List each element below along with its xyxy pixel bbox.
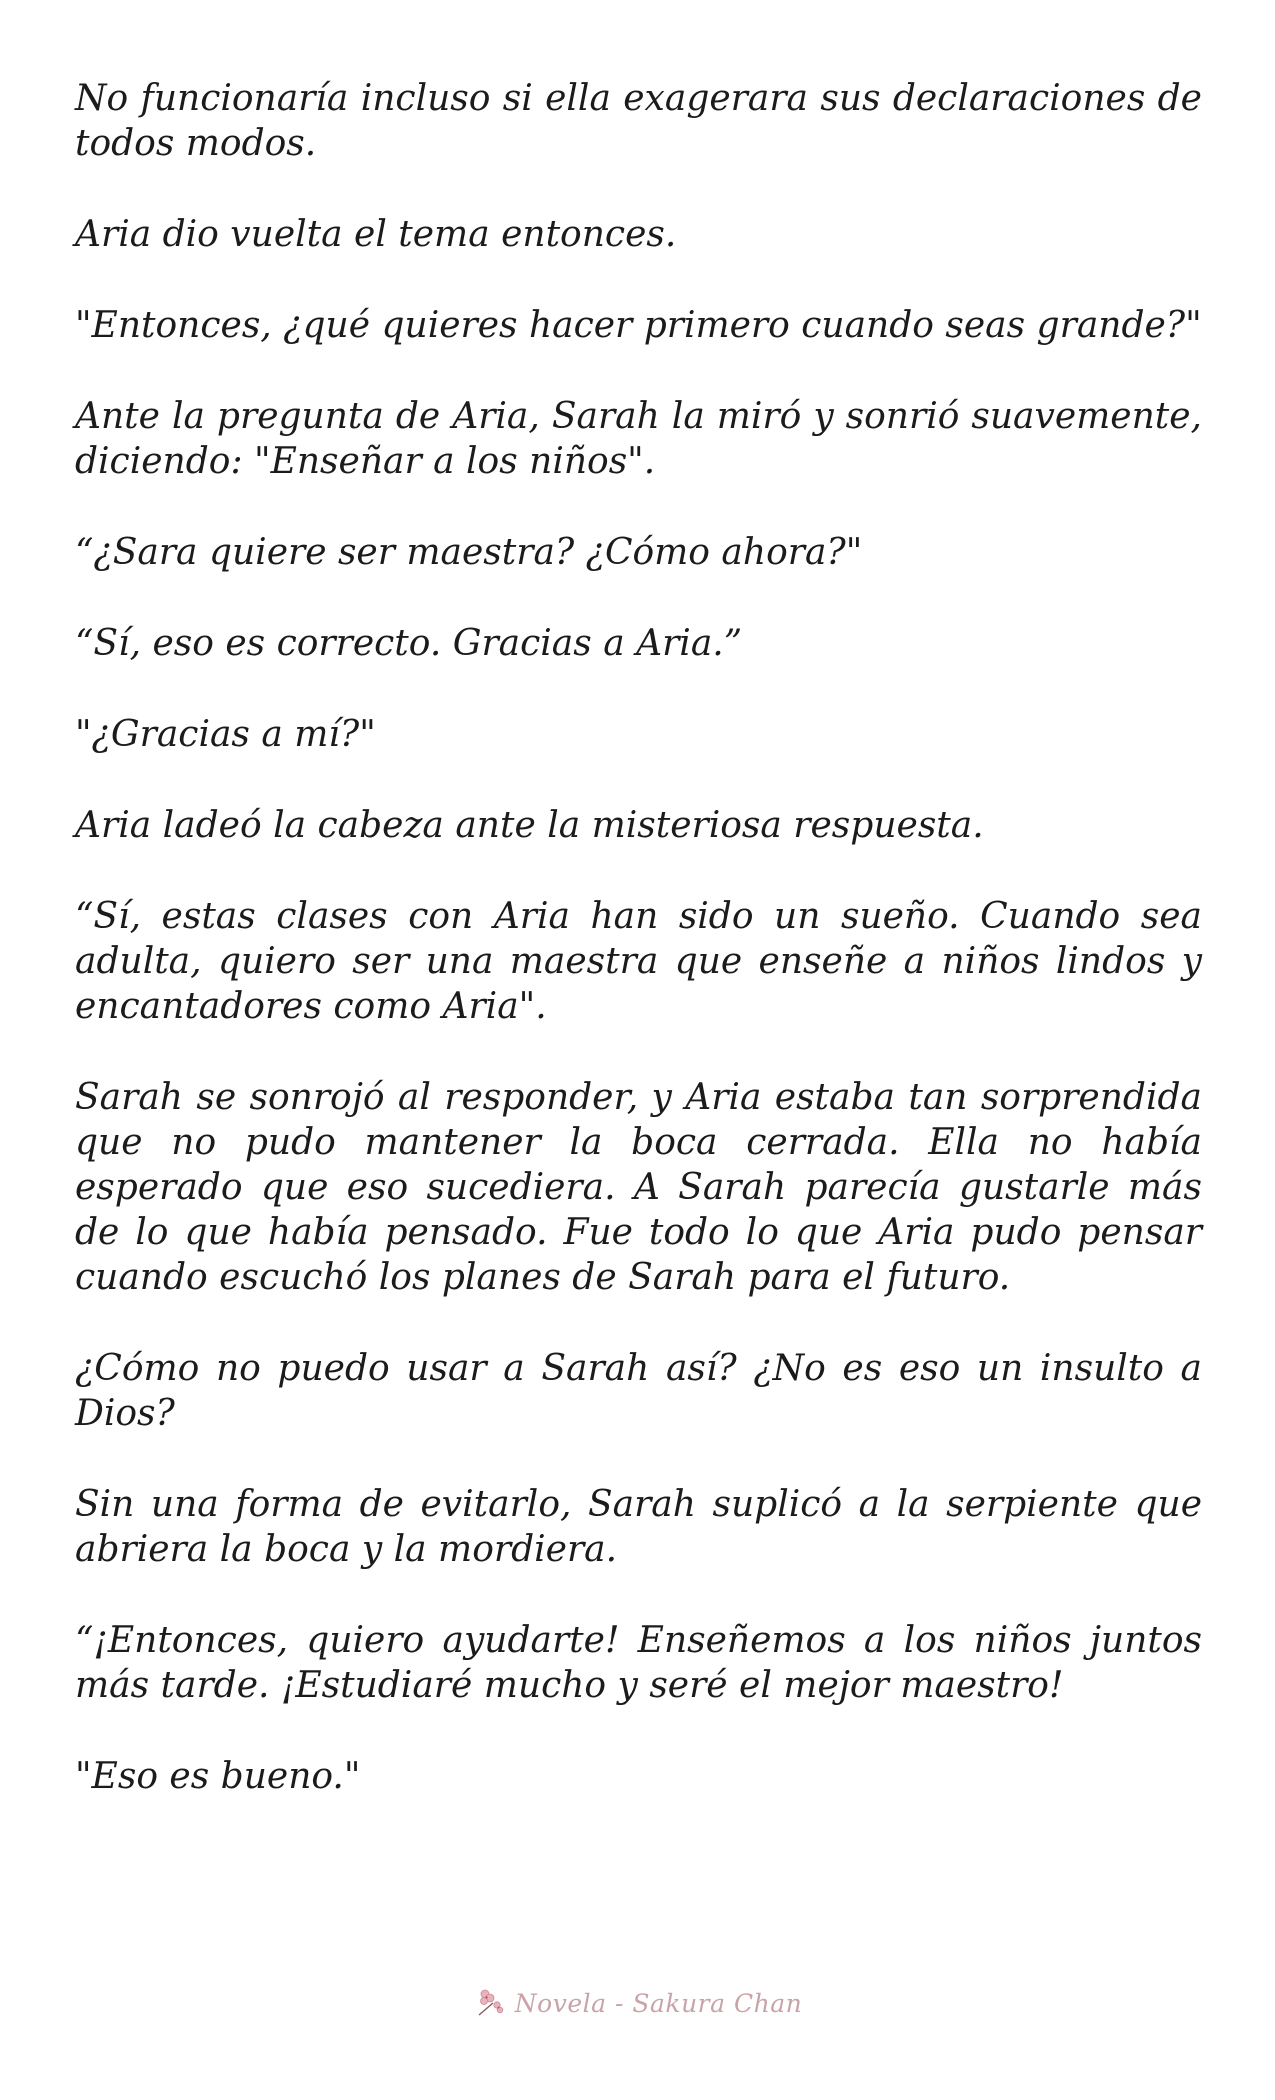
paragraph-1: No funcionaría incluso si ella exagerara sus declaraciones de todos modos. (75, 78, 1202, 164)
paragraph-11: ¿Cómo no puedo usar a Sarah así? ¿No es eso un insulto a Dios? (75, 1348, 1202, 1434)
watermark-text: Novela - Sakura Chan (514, 1988, 803, 2018)
paragraph-10: Sarah se sonrojó al responder, y Aria estaba tan sorprendida que no pudo mantener la boca cerrada. Ella no había esperado que eso sucediera. A Sarah parecía gustarle más de lo que había pensado. Fue todo lo que Aria pudo pensar cuando escuchó los planes de Sarah para el futuro. (75, 1077, 1202, 1298)
paragraph-6: “Sí, eso es correcto. Gracias a Aria.” (75, 623, 743, 664)
paragraph-3: "Entonces, ¿qué quieres hacer primero cuando seas grande?" (75, 305, 1202, 346)
paragraph-5: “¿Sara quiere ser maestra? ¿Cómo ahora?" (75, 532, 863, 573)
paragraph-7: "¿Gracias a mí?" (75, 714, 376, 755)
paragraph-8: Aria ladeó la cabeza ante la misteriosa respuesta. (75, 805, 984, 846)
paragraph-14: "Eso es bueno." (75, 1756, 361, 1797)
paragraph-13: “¡Entonces, quiero ayudarte! Enseñemos a los niños juntos más tarde. ¡Estudiaré mucho y seré el mejor maestro! (75, 1620, 1202, 1706)
paragraph-4: Ante la pregunta de Aria, Sarah la miró y sonrió suavemente, diciendo: "Enseñar a los niños". (75, 396, 1202, 482)
watermark-footer (0, 1985, 1275, 2021)
paragraph-12: Sin una forma de evitarlo, Sarah suplicó a la serpiente que abriera la boca y la mordiera. (75, 1484, 1202, 1570)
sakura-blossom-icon (473, 1985, 509, 2021)
paragraph-2: Aria dio vuelta el tema entonces. (75, 214, 677, 255)
paragraph-9: “Sí, estas clases con Aria han sido un sueño. Cuando sea adulta, quiero ser una maestra que enseñe a niños lindos y encantadores como Aria". (75, 896, 1202, 1027)
